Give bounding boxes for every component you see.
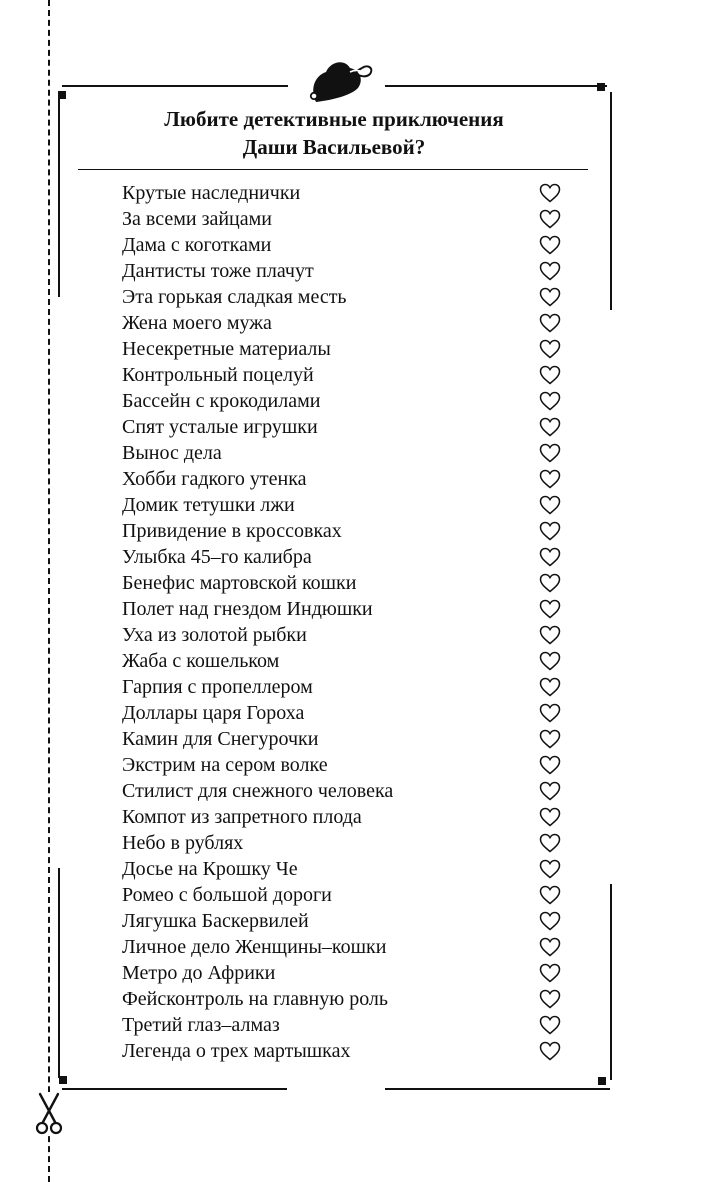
book-title: Эта горькая сладкая месть <box>122 286 347 308</box>
book-list-item <box>122 778 572 804</box>
book-title: Личное дело Женщины–кошки <box>122 936 387 958</box>
heart-outline-icon[interactable] <box>539 261 561 281</box>
heart-outline-icon[interactable] <box>539 183 561 203</box>
book-list-item <box>122 648 572 674</box>
book-title: Улыбка 45–го калибра <box>122 546 312 568</box>
book-list-item <box>122 206 572 232</box>
book-list-item <box>122 960 572 986</box>
heart-outline-icon[interactable] <box>539 651 561 671</box>
book-title: Домик тетушки лжи <box>122 494 295 516</box>
book-title: Спят усталые игрушки <box>122 416 318 438</box>
frame-right-bottom <box>610 884 612 1080</box>
frame-bottom-right <box>385 1088 610 1090</box>
heart-outline-icon[interactable] <box>539 833 561 853</box>
heart-outline-icon[interactable] <box>539 989 561 1009</box>
heart-outline-icon[interactable] <box>539 937 561 957</box>
book-title: Дама с коготками <box>122 234 272 256</box>
book-list-item <box>122 570 572 596</box>
book-list-item <box>122 258 572 284</box>
book-title: Жена моего мужа <box>122 312 272 334</box>
frame-corner-bottom-left <box>59 1076 67 1084</box>
book-list-item <box>122 986 572 1012</box>
book-list-item <box>122 362 572 388</box>
heart-outline-icon[interactable] <box>539 365 561 385</box>
heart-outline-icon[interactable] <box>539 781 561 801</box>
book-list-item <box>122 882 572 908</box>
book-list-item <box>122 180 572 206</box>
book-list-item <box>122 440 572 466</box>
heart-outline-icon[interactable] <box>539 417 561 437</box>
dashed-cut-line <box>48 0 50 1182</box>
heart-outline-icon[interactable] <box>539 313 561 333</box>
frame-top-right <box>385 85 607 87</box>
heart-outline-icon[interactable] <box>539 573 561 593</box>
book-list-item <box>122 596 572 622</box>
book-list-item <box>122 674 572 700</box>
heart-outline-icon[interactable] <box>539 443 561 463</box>
book-title: Полет над гнездом Индюшки <box>122 598 373 620</box>
book-list-item <box>122 466 572 492</box>
book-title: Привидение в кроссовках <box>122 520 342 542</box>
book-list-item <box>122 388 572 414</box>
frame-corner-bottom-right <box>598 1077 606 1085</box>
heart-outline-icon[interactable] <box>539 235 561 255</box>
book-title: Бассейн с крокодилами <box>122 390 321 412</box>
book-title: Вынос дела <box>122 442 222 464</box>
book-title: Компот из запретного плода <box>122 806 362 828</box>
heart-outline-icon[interactable] <box>539 287 561 307</box>
heart-outline-icon[interactable] <box>539 495 561 515</box>
book-list-item <box>122 830 572 856</box>
frame-left-bottom <box>58 868 60 1078</box>
book-title: Доллары царя Гороха <box>122 702 305 724</box>
book-title: Досье на Крошку Че <box>122 858 298 880</box>
heart-outline-icon[interactable] <box>539 885 561 905</box>
book-list-item <box>122 232 572 258</box>
frame-corner-top-right <box>597 83 605 91</box>
heart-outline-icon[interactable] <box>539 703 561 723</box>
book-title: Стилист для снежного человека <box>122 780 394 802</box>
book-title: Крутые наследнички <box>122 182 301 204</box>
frame-right-top <box>610 92 612 310</box>
book-title: Хобби гадкого утенка <box>122 468 307 490</box>
book-title: Гарпия с пропеллером <box>122 676 313 698</box>
heart-outline-icon[interactable] <box>539 599 561 619</box>
heart-outline-icon[interactable] <box>539 807 561 827</box>
heart-outline-icon[interactable] <box>539 547 561 567</box>
book-list-item <box>122 700 572 726</box>
heart-outline-icon[interactable] <box>539 911 561 931</box>
book-list-item <box>122 1012 572 1038</box>
book-list-item <box>122 1038 572 1064</box>
frame-bottom-left <box>62 1088 287 1090</box>
book-title: Несекретные материалы <box>122 338 331 360</box>
book-list-item <box>122 934 572 960</box>
frame-top-left <box>62 85 288 87</box>
book-list-item <box>122 726 572 752</box>
heart-outline-icon[interactable] <box>539 729 561 749</box>
heart-outline-icon[interactable] <box>539 209 561 229</box>
book-list-item <box>122 310 572 336</box>
book-title: Ромео с большой дороги <box>122 884 332 906</box>
scissors-icon <box>34 1092 64 1136</box>
heart-outline-icon[interactable] <box>539 963 561 983</box>
book-list-item <box>122 908 572 934</box>
book-title: Уха из золотой рыбки <box>122 624 307 646</box>
book-title: Бенефис мартовской кошки <box>122 572 357 594</box>
book-title: Небо в рублях <box>122 832 244 854</box>
book-title: Метро до Африки <box>122 962 276 984</box>
heart-outline-icon[interactable] <box>539 1041 561 1061</box>
book-title: Контрольный поцелуй <box>122 364 314 386</box>
heart-outline-icon[interactable] <box>539 625 561 645</box>
heart-with-safety-pin-icon <box>306 50 378 106</box>
book-list-item <box>122 544 572 570</box>
book-title: Легенда о трех мартышках <box>122 1040 351 1062</box>
frame-left-top <box>58 94 60 297</box>
heart-outline-icon[interactable] <box>539 339 561 359</box>
page-title <box>80 105 588 161</box>
heart-outline-icon[interactable] <box>539 677 561 697</box>
book-list-item <box>122 336 572 362</box>
book-list-item <box>122 856 572 882</box>
book-title: За всеми зайцами <box>122 208 272 230</box>
book-list-item <box>122 414 572 440</box>
title-divider <box>78 169 588 170</box>
heart-outline-icon[interactable] <box>539 521 561 541</box>
book-list-item <box>122 752 572 778</box>
book-list-item <box>122 622 572 648</box>
book-list-item <box>122 492 572 518</box>
heart-outline-icon[interactable] <box>539 469 561 489</box>
book-title: Камин для Снегурочки <box>122 728 319 750</box>
heart-outline-icon[interactable] <box>539 391 561 411</box>
book-title: Лягушка Баскервилей <box>122 910 309 932</box>
heart-outline-icon[interactable] <box>539 755 561 775</box>
book-list-item <box>122 518 572 544</box>
book-list-item <box>122 804 572 830</box>
book-title: Третий глаз–алмаз <box>122 1014 280 1036</box>
title-line-2: Даши Васильевой? <box>242 135 426 159</box>
heart-outline-icon[interactable] <box>539 859 561 879</box>
heart-outline-icon[interactable] <box>539 1015 561 1035</box>
title-line-1: Любите детективные приключения <box>164 107 504 131</box>
book-list <box>122 180 572 1064</box>
book-list-item <box>122 284 572 310</box>
book-title: Дантисты тоже плачут <box>122 260 314 282</box>
book-title: Фейсконтроль на главную роль <box>122 988 389 1010</box>
book-title: Жаба с кошельком <box>122 650 280 672</box>
book-title: Экстрим на сером волке <box>122 754 328 776</box>
